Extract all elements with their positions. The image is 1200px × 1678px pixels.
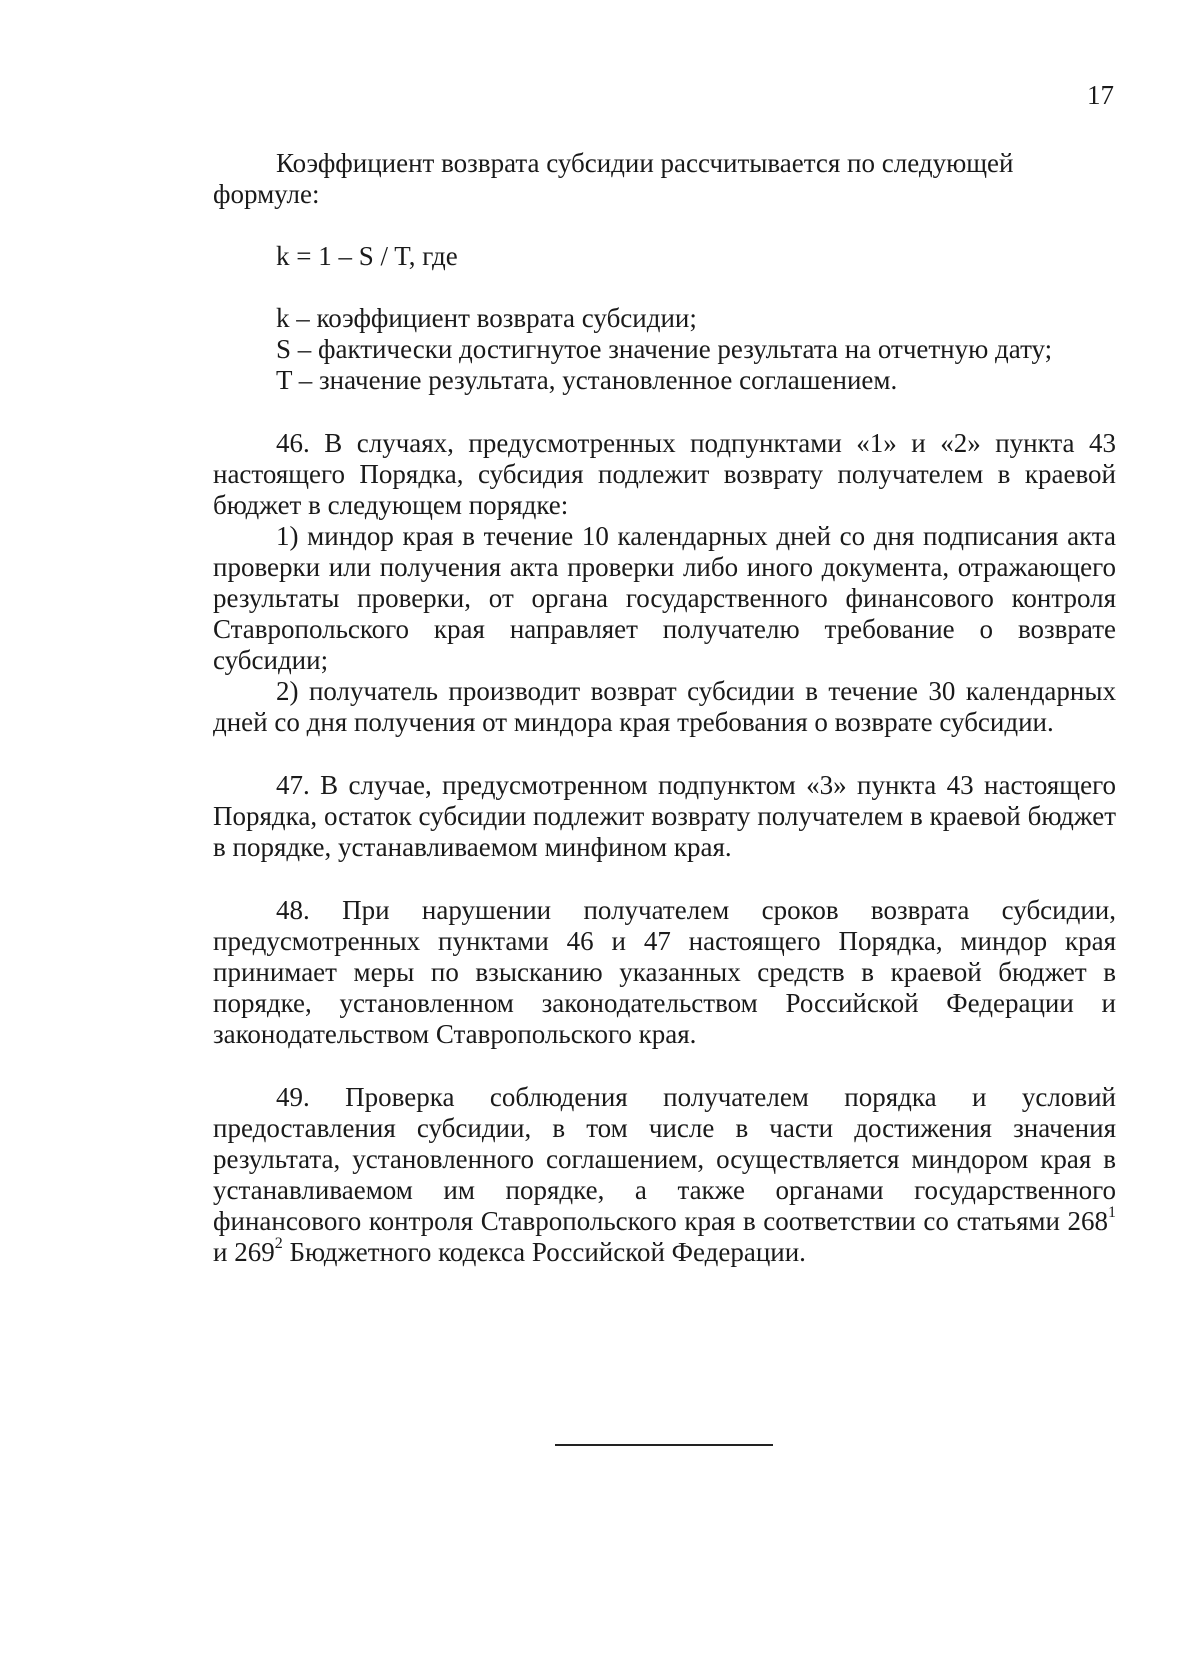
- end-of-document-rule: [555, 1444, 773, 1446]
- article-superscript-1: 1: [1108, 1204, 1116, 1221]
- document-body: [213, 148, 1116, 1268]
- paragraph-46: 46. В случаях, предусмотренных подпунктами «1» и «2» пункта 43 настоящего Порядка, субсидия подлежит возврату получателем в краевой бюджет в следующем порядке:: [213, 428, 1116, 520]
- paragraph-48: 48. При нарушении получателем сроков возврата субсидии, предусмотренных пунктами 46 и 47 настоящего Порядка, миндор края принимает меры по взысканию указанных средств в краевой бюджет в порядке, установленном законодательством Российской Федерации и законодательством Ставропольского края.: [213, 895, 1116, 1049]
- intro-line: Коэффициент возврата субсидии рассчитывается по следующей: [276, 148, 1014, 178]
- paragraph-47: 47. В случае, предусмотренном подпунктом «3» пункта 43 настоящего Порядка, остаток субсидии подлежит возврату получателем в краевой бюджет в порядке, устанавливаемом минфином края.: [213, 770, 1116, 862]
- article-superscript-2: 2: [274, 1235, 283, 1252]
- paragraph-49: [213, 1082, 1116, 1268]
- definition-k: k – коэффициент возврата субсидии;: [276, 303, 697, 333]
- definition-s: S – фактически достигнутое значение результата на отчетную дату;: [276, 334, 1053, 364]
- page-number: 17: [1087, 80, 1114, 110]
- paragraph-49-text-end: Бюджетного кодекса Российской Федерации.: [282, 1237, 806, 1267]
- paragraph-46-item-2: 2) получатель производит возврат субсидии в течение 30 календарных дней со дня получения от миндора края требования о возврате субсидии.: [213, 676, 1116, 737]
- paragraph-49-text-mid: и 269: [213, 1237, 275, 1267]
- definition-t: T – значение результата, установленное соглашением.: [276, 365, 898, 395]
- paragraph-46-item-1: 1) миндор края в течение 10 календарных дней со дня подписания акта проверки или получения акта проверки либо иного документа, отражающего результаты проверки, от органа государственного финансового контроля Ставропольского края направляет получателю требование о возврате субсидии;: [213, 521, 1116, 675]
- intro-line-continuation: формуле:: [213, 179, 320, 209]
- paragraph-49-text: 49. Проверка соблюдения получателем порядка и условий предоставления субсидии, в том числе в части достижения значения результата, установленного соглашением, осуществляется миндором края в устанавливаемом им порядке, а также органами государственного финансового контроля Ставропольского края в соответствии со статьями 268: [213, 1082, 1116, 1236]
- formula: k = 1 – S / T, где: [276, 241, 458, 271]
